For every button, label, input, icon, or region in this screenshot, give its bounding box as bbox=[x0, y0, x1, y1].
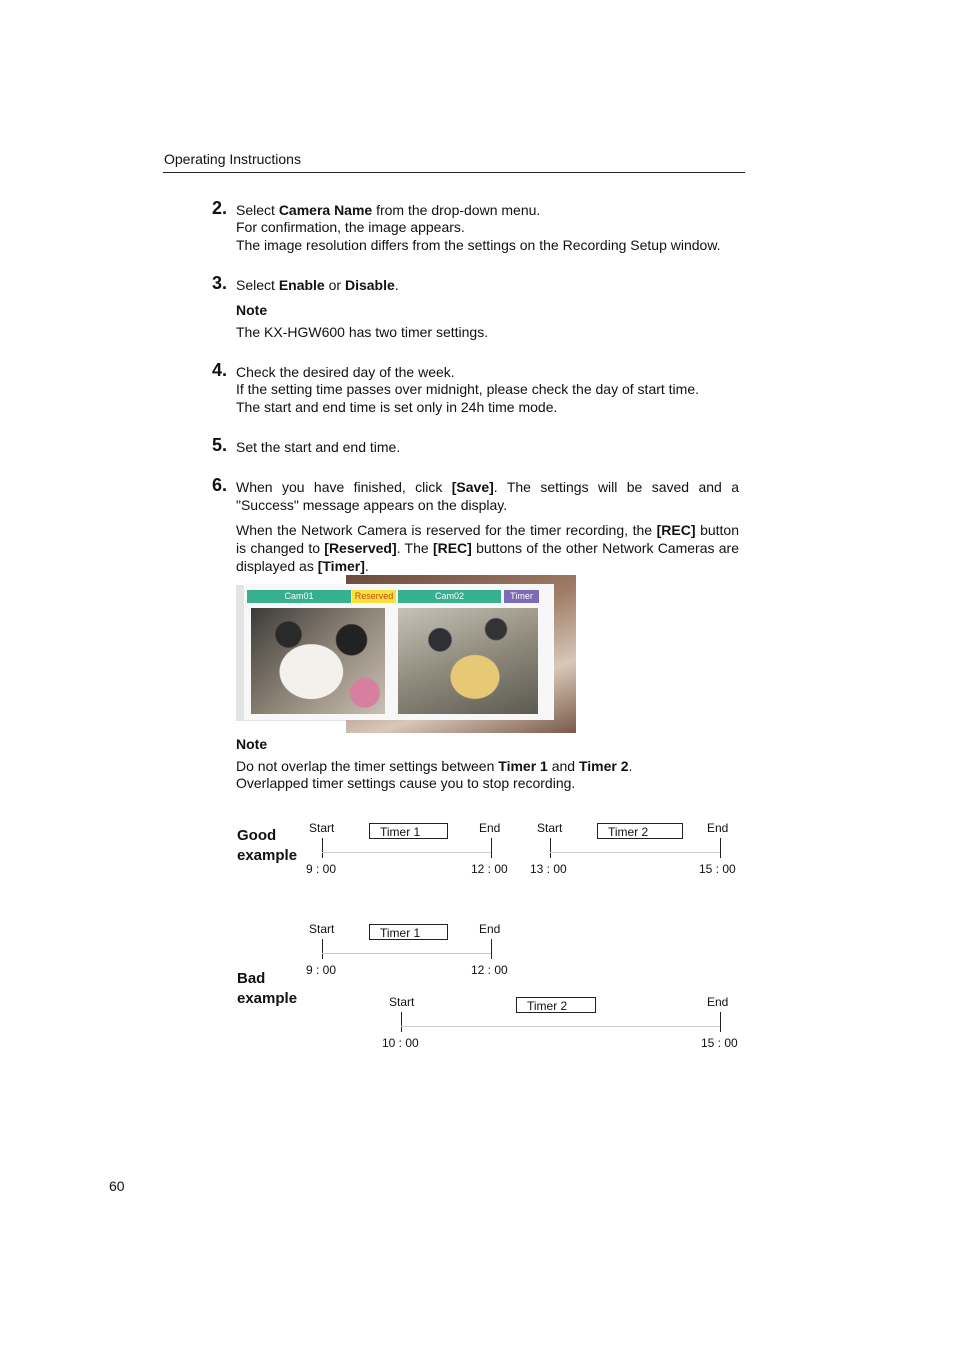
bad-example-label: Bad example bbox=[237, 970, 298, 1007]
camera-panel-screenshot bbox=[236, 575, 576, 733]
step-5-line: Set the start and end time. bbox=[236, 439, 401, 455]
good-timer1-end-time: 12 : 00 bbox=[471, 862, 508, 876]
good-example-label: Good example bbox=[237, 827, 298, 864]
good-timer2-start-label: Start bbox=[537, 821, 563, 835]
note-heading: Note bbox=[236, 302, 268, 318]
step-3-line: Select Enable or Disable. bbox=[236, 277, 399, 293]
bad-timer2-end-time: 15 : 00 bbox=[701, 1036, 738, 1050]
bad-timer1-start-label: Start bbox=[309, 922, 335, 936]
step-4-line-1: Check the desired day of the week. bbox=[236, 364, 455, 380]
bad-timer1-end-time: 12 : 00 bbox=[471, 963, 508, 977]
good-timer2-span bbox=[550, 852, 720, 853]
page-number: 60 bbox=[109, 1178, 125, 1194]
note-2-heading: Note bbox=[236, 736, 268, 752]
good-timer2-end-time: 15 : 00 bbox=[699, 862, 736, 876]
good-timer1-start-tick bbox=[322, 838, 323, 858]
bad-timer1-start-time: 9 : 00 bbox=[306, 963, 337, 977]
running-header: Operating Instructions bbox=[164, 151, 301, 167]
step-4-line-2: If the setting time passes over midnight, please check the day of start time. bbox=[236, 381, 700, 397]
good-timer1-start-time: 9 : 00 bbox=[306, 862, 337, 876]
bad-timer2-end-tick bbox=[720, 1012, 721, 1032]
note-text: The KX-HGW600 has two timer settings. bbox=[236, 324, 489, 340]
step-2-line-2: For confirmation, the image appears. bbox=[236, 219, 465, 235]
good-timer1-box: Timer 1 bbox=[369, 823, 448, 839]
step-5-number: 5. bbox=[212, 435, 228, 455]
bad-timer2-end-label: End bbox=[707, 995, 729, 1009]
cam01-image bbox=[251, 608, 385, 714]
note-2-line-2: Overlapped timer settings cause you to stop recording. bbox=[236, 775, 576, 791]
timer-button[interactable]: Timer bbox=[504, 590, 539, 603]
bad-timer2-start-time: 10 : 00 bbox=[382, 1036, 419, 1050]
step-2-number: 2. bbox=[212, 198, 228, 218]
bad-timer1-box: Timer 1 bbox=[369, 924, 448, 940]
cam01-label: Cam01 bbox=[247, 590, 351, 603]
step-4-line-3: The start and end time is set only in 24h time mode. bbox=[236, 399, 558, 415]
bad-timer2-span bbox=[401, 1026, 720, 1027]
bad-timer1-end-tick bbox=[491, 939, 492, 959]
bad-timer2-start-label: Start bbox=[389, 995, 415, 1009]
step-6-paragraph-1: When you have finished, click [Save]. The settings will be saved and a "Success" message appears on the display. bbox=[236, 479, 739, 513]
step-4-number: 4. bbox=[212, 360, 228, 380]
reserved-button[interactable]: Reserved bbox=[352, 590, 396, 603]
bad-timer2-start-tick bbox=[401, 1012, 402, 1032]
note-2-line-1: Do not overlap the timer settings between Timer 1 and Timer 2. bbox=[236, 758, 633, 774]
cam02-label: Cam02 bbox=[398, 590, 501, 603]
good-timer2-end-label: End bbox=[707, 821, 729, 835]
good-timer2-start-time: 13 : 00 bbox=[530, 862, 567, 876]
bad-timer1-end-label: End bbox=[479, 922, 501, 936]
step-2-line-1: Select Camera Name from the drop-down menu. bbox=[236, 202, 541, 218]
good-timer1-span bbox=[322, 852, 491, 853]
step-2-line-3: The image resolution differs from the settings on the Recording Setup window. bbox=[236, 237, 721, 253]
step-6-paragraph-2: When the Network Camera is reserved for the timer recording, the [REC] button is changed to [Reserved]. The [REC] buttons of the other Network Cameras are displayed as [Timer]. bbox=[236, 522, 739, 574]
good-timer1-end-tick bbox=[491, 838, 492, 858]
cam02-image bbox=[398, 608, 538, 714]
step-3-number: 3. bbox=[212, 273, 228, 293]
bad-timer1-start-tick bbox=[322, 939, 323, 959]
bad-timer1-span bbox=[322, 953, 491, 954]
step-6-number: 6. bbox=[212, 475, 228, 495]
good-timer1-start-label: Start bbox=[309, 821, 335, 835]
good-timer1-end-label: End bbox=[479, 821, 501, 835]
header-rule bbox=[163, 172, 745, 173]
good-timer2-box: Timer 2 bbox=[597, 823, 683, 839]
good-timer2-start-tick bbox=[550, 838, 551, 858]
good-timer2-end-tick bbox=[720, 838, 721, 858]
bad-timer2-box: Timer 2 bbox=[516, 997, 596, 1013]
